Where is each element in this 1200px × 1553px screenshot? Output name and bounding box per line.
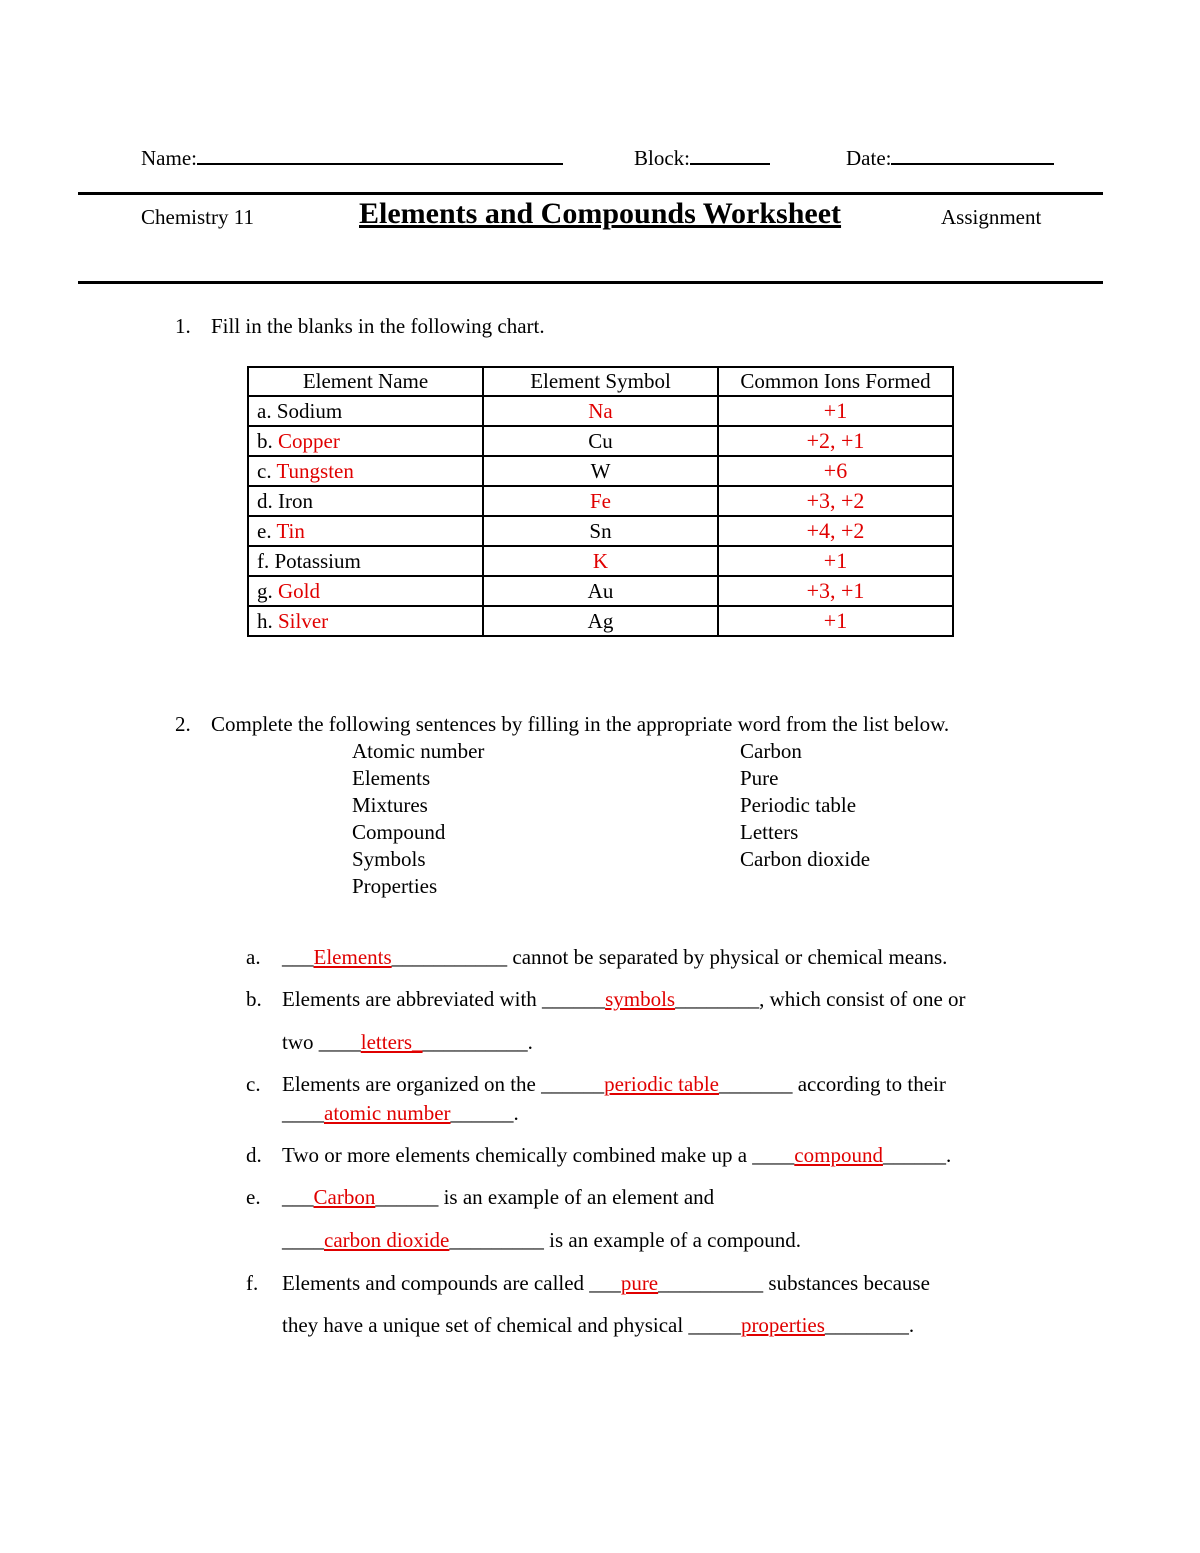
- common-ions-cell[interactable]: +1: [718, 546, 953, 576]
- chart-row: [248, 576, 953, 606]
- q2-number: 2.: [175, 712, 191, 736]
- word-item: Pure: [740, 766, 779, 790]
- name-field[interactable]: [141, 143, 563, 171]
- common-ions-cell[interactable]: +6: [718, 456, 953, 486]
- element-name: Sodium: [276, 398, 343, 423]
- word-item: Compound: [352, 820, 446, 844]
- item-b-line2: [282, 1030, 533, 1055]
- row-letter: a.: [257, 398, 272, 423]
- item-c-line1: [282, 1072, 946, 1097]
- element-symbol-cell[interactable]: Fe: [483, 486, 718, 516]
- course-label: Chemistry 11: [141, 205, 254, 229]
- item-b2-answer[interactable]: letters_: [360, 1030, 423, 1054]
- q2-prompt: Complete the following sentences by filling in the appropriate word from the list below.: [211, 712, 950, 736]
- item-f-line2: [282, 1313, 914, 1338]
- common-ions-cell[interactable]: +2, +1: [718, 426, 953, 456]
- item-c-line2: [282, 1101, 519, 1126]
- element-name-cell[interactable]: [248, 486, 483, 516]
- block-label: Block:: [634, 146, 690, 170]
- item-d-pre: Two or more elements chemically combined make up a ____: [282, 1143, 795, 1167]
- date-field[interactable]: [846, 143, 1054, 171]
- word-list-left: [352, 738, 484, 900]
- item-a-answer[interactable]: Elements: [313, 945, 392, 969]
- item-b1-post: ________, which consist of one or: [675, 987, 966, 1011]
- element-name: Tin: [276, 518, 305, 543]
- word-item: Atomic number: [352, 739, 485, 763]
- element-name-cell[interactable]: [248, 426, 483, 456]
- item-e2-pre: ____: [282, 1228, 324, 1252]
- element-name-cell[interactable]: [248, 516, 483, 546]
- element-name: Gold: [278, 578, 320, 603]
- word-item: Mixtures: [352, 793, 428, 817]
- chart-row: [248, 606, 953, 636]
- item-a-letter: a.: [246, 945, 261, 969]
- col-element-symbol: Element Symbol: [483, 367, 718, 396]
- item-f2-pre: they have a unique set of chemical and physical _____: [282, 1313, 741, 1337]
- word-list-right: [740, 738, 870, 873]
- item-f2-post: ________.: [824, 1313, 915, 1337]
- word-item: Periodic table: [740, 793, 857, 817]
- word-item: Carbon: [740, 739, 802, 763]
- row-letter: f.: [257, 548, 270, 573]
- item-e-line2: [282, 1228, 801, 1253]
- row-letter: c.: [257, 458, 272, 483]
- block-blank[interactable]: [690, 143, 770, 165]
- date-blank[interactable]: [891, 143, 1054, 165]
- item-b2-pre: two ____: [282, 1030, 361, 1054]
- item-f2-answer[interactable]: properties: [740, 1313, 825, 1337]
- date-label: Date:: [846, 146, 892, 170]
- word-item: Carbon dioxide: [740, 847, 871, 871]
- item-b1-pre: Elements are abbreviated with ______: [282, 987, 606, 1011]
- item-f-letter: f.: [246, 1271, 259, 1295]
- item-d: [282, 1143, 951, 1168]
- element-name: Silver: [278, 608, 329, 633]
- bottom-rule: [78, 281, 1103, 284]
- item-f1-answer[interactable]: pure: [620, 1271, 659, 1295]
- common-ions-cell[interactable]: +1: [718, 606, 953, 636]
- top-rule: [78, 192, 1103, 195]
- word-item: Elements: [352, 766, 431, 790]
- item-a-post: ___________ cannot be separated by physical or chemical means.: [391, 945, 948, 969]
- col-common-ions: Common Ions Formed: [718, 367, 953, 396]
- item-e1-answer[interactable]: Carbon: [313, 1185, 376, 1209]
- assignment-label: Assignment: [941, 205, 1042, 229]
- item-d-answer[interactable]: compound: [794, 1143, 883, 1167]
- chart-row: [248, 396, 953, 426]
- item-c1-post: _______ according to their: [718, 1072, 946, 1096]
- item-c2-pre: ____: [282, 1101, 324, 1125]
- item-b2-post: __________.: [422, 1030, 533, 1054]
- page-title: Elements and Compounds Worksheet: [359, 197, 842, 230]
- row-letter: e.: [257, 518, 272, 543]
- item-c1-pre: Elements are organized on the ______: [282, 1072, 605, 1096]
- word-item: Symbols: [352, 847, 426, 871]
- item-e-line1: [282, 1185, 714, 1210]
- element-symbol-cell[interactable]: W: [483, 456, 718, 486]
- item-c2-answer[interactable]: atomic number: [324, 1101, 451, 1125]
- row-letter: g.: [257, 578, 273, 603]
- common-ions-cell[interactable]: +1: [718, 396, 953, 426]
- item-e1-post: ______ is an example of an element and: [375, 1185, 715, 1209]
- element-symbol-cell[interactable]: Sn: [483, 516, 718, 546]
- word-item: Letters: [740, 820, 799, 844]
- item-e-letter: e.: [246, 1185, 261, 1209]
- chart-row: [248, 486, 953, 516]
- col-element-name: Element Name: [248, 367, 483, 396]
- chart-row: [248, 516, 953, 546]
- chart-row: [248, 546, 953, 576]
- row-letter: b.: [257, 428, 273, 453]
- item-f1-post: __________ substances because: [658, 1271, 930, 1295]
- row-letter: d.: [257, 488, 273, 513]
- q1-prompt: Fill in the blanks in the following chart.: [211, 314, 545, 338]
- item-a-pre: ___: [282, 945, 314, 969]
- common-ions-cell[interactable]: +4, +2: [718, 516, 953, 546]
- item-e2-post: _________ is an example of a compound.: [449, 1228, 802, 1252]
- item-b-letter: b.: [246, 987, 262, 1011]
- item-e1-pre: ___: [282, 1185, 314, 1209]
- block-field[interactable]: [634, 143, 770, 171]
- name-blank[interactable]: [197, 143, 563, 165]
- common-ions-cell[interactable]: +3, +2: [718, 486, 953, 516]
- element-symbol-cell[interactable]: Cu: [483, 426, 718, 456]
- element-name-cell[interactable]: [248, 456, 483, 486]
- item-c1-answer[interactable]: periodic table: [604, 1072, 719, 1096]
- element-name-cell[interactable]: [248, 576, 483, 606]
- item-c-letter: c.: [246, 1072, 261, 1096]
- item-d-letter: d.: [246, 1143, 262, 1167]
- item-d-post: ______.: [882, 1143, 952, 1167]
- element-symbol-cell[interactable]: Na: [483, 396, 718, 426]
- element-symbol-cell[interactable]: K: [483, 546, 718, 576]
- element-name-cell[interactable]: [248, 396, 483, 426]
- item-b-line1: [282, 987, 966, 1012]
- element-name-cell[interactable]: [248, 606, 483, 636]
- element-chart: [247, 366, 954, 637]
- chart-row: [248, 456, 953, 486]
- element-name: Tungsten: [276, 458, 354, 483]
- q1-number: 1.: [175, 314, 191, 338]
- element-symbol-cell[interactable]: Ag: [483, 606, 718, 636]
- element-name: Potassium: [274, 548, 361, 573]
- item-f-line1: [282, 1271, 930, 1296]
- element-name: Copper: [278, 428, 340, 453]
- item-a: [282, 945, 947, 970]
- element-name: Iron: [278, 488, 313, 513]
- row-letter: h.: [257, 608, 273, 633]
- item-f1-pre: Elements and compounds are called ___: [282, 1271, 621, 1295]
- word-item: Properties: [352, 874, 438, 898]
- item-e2-answer[interactable]: carbon dioxide: [324, 1228, 450, 1252]
- element-name-cell[interactable]: [248, 546, 483, 576]
- chart-header-row: [248, 367, 953, 396]
- item-c2-post: ______.: [450, 1101, 519, 1125]
- chart-row: [248, 426, 953, 456]
- element-symbol-cell[interactable]: Au: [483, 576, 718, 606]
- common-ions-cell[interactable]: +3, +1: [718, 576, 953, 606]
- name-label: Name:: [141, 146, 197, 170]
- item-b1-answer[interactable]: symbols: [605, 987, 676, 1011]
